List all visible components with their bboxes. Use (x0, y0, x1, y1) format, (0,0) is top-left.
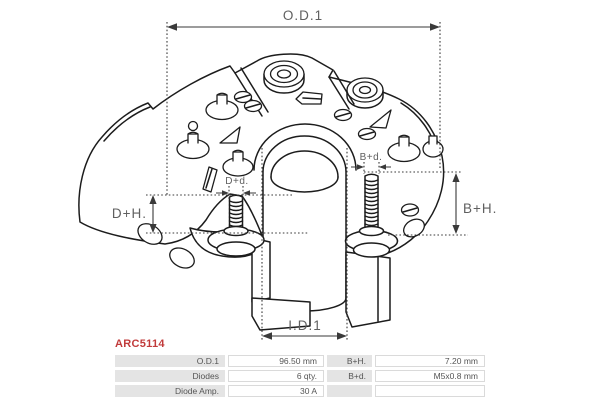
spec-table (115, 355, 485, 397)
spec-value: M5x0.8 mm (375, 370, 485, 382)
spec-value: 6 qty. (228, 370, 324, 382)
bracket-flap (166, 244, 197, 272)
spec-label: B+d. (327, 370, 372, 382)
bore-cylinder (263, 136, 346, 311)
pin-hole (189, 122, 198, 131)
dim-label-dplus-d: D+d. (225, 176, 249, 187)
bplus-stud (365, 174, 378, 231)
spec-label (327, 385, 372, 397)
dim-label-od1: O.D.1 (282, 8, 324, 23)
screw-head (359, 129, 376, 140)
spec-value (375, 385, 485, 397)
spec-label: O.D.1 (115, 355, 225, 367)
bplus-washer (360, 227, 384, 236)
spec-value: 7.20 mm (375, 355, 485, 367)
part-number: ARC5114 (115, 338, 165, 350)
spec-value: 96.50 mm (228, 355, 324, 367)
dim-label-bplus-d: B+d. (359, 152, 383, 163)
spec-value: 30 A (228, 385, 324, 397)
bracket-leg-right (346, 252, 390, 327)
screw-head (402, 204, 419, 216)
dplus-washer (224, 227, 248, 236)
screw-head (335, 110, 352, 121)
spec-label: Diodes (115, 370, 225, 382)
rectifier-isometric-drawing (79, 54, 444, 330)
dim-label-dplus-h: D+H. (111, 206, 147, 221)
dim-label-id1: I.D.1 (288, 318, 322, 333)
screw-head (245, 101, 262, 112)
spec-label: B+H. (327, 355, 372, 367)
spec-label: Diode Amp. (115, 385, 225, 397)
dim-label-bplus-h: B+H. (463, 201, 498, 216)
